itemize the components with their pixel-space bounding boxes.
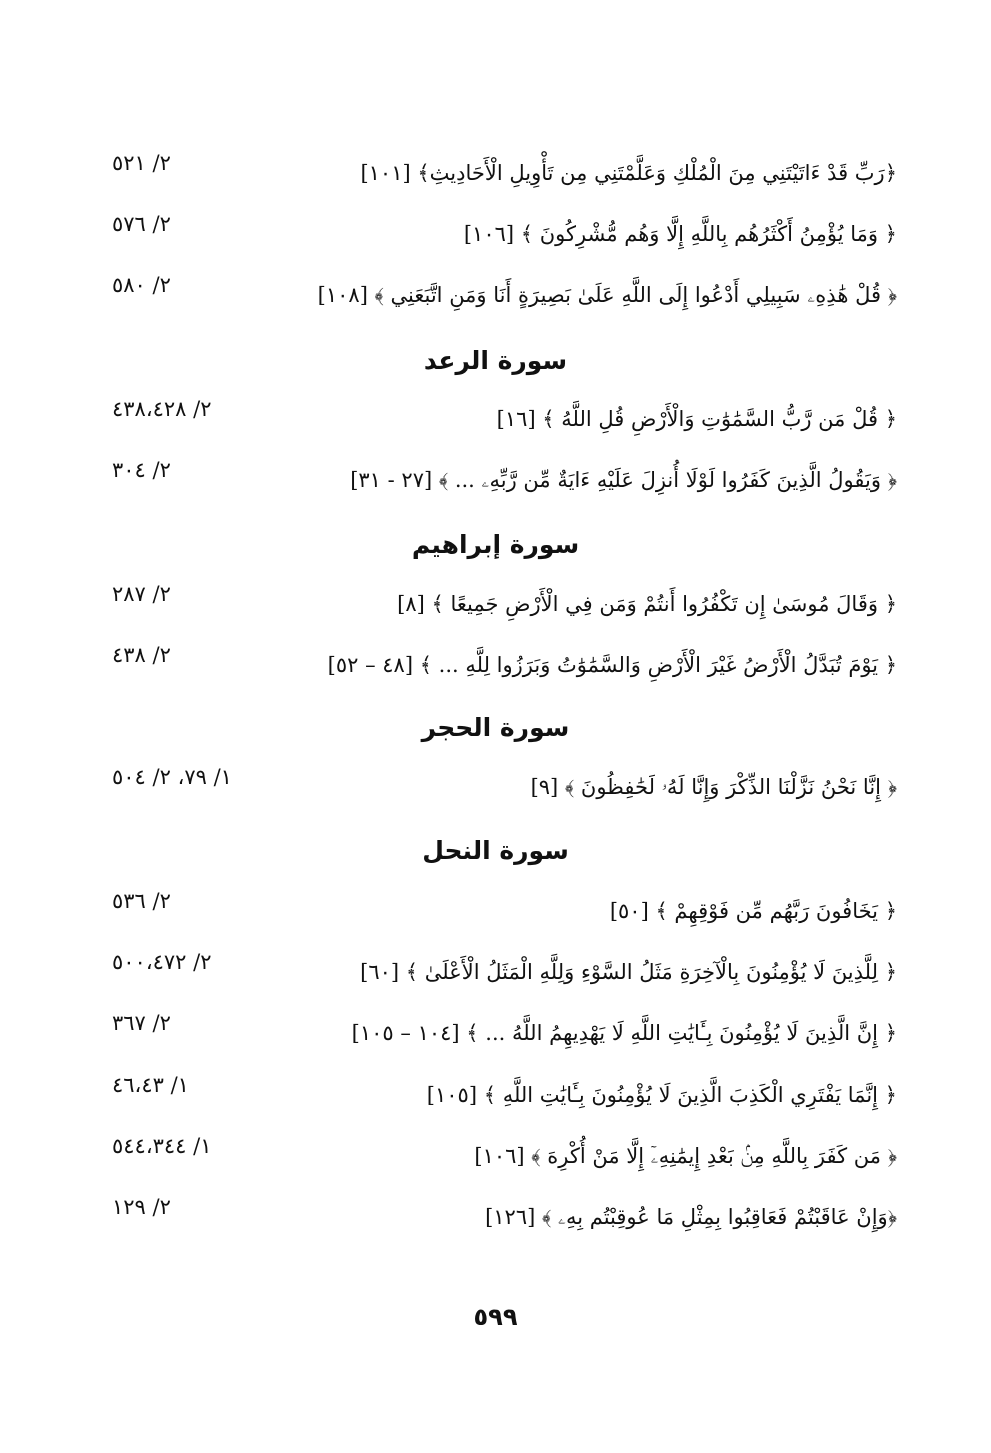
page-reference: ٢/ ٥٢١	[112, 151, 171, 175]
page-reference: ٢/ ٤٣٨	[112, 643, 171, 667]
verse-text: ﴿ وَيَقُولُ الَّذِينَ كَفَرُوا لَوْلَا أُنزِلَ عَلَيْهِ ءَايَةٌ مِّن رَّبِّهِۦ ... ﴾ [٢٧ - ٣١]	[350, 468, 897, 492]
page-number: ٥٩٩	[473, 1303, 518, 1331]
verse-text: ﴿ وَمَا يُؤْمِنُ أَكْثَرُهُم بِاللَّهِ إِلَّا وَهُم مُّشْرِكُونَ ﴾ [١٠٦]	[463, 222, 897, 246]
page-reference: ٢/ ٣٠٤	[112, 458, 171, 482]
verse-entry	[112, 212, 897, 267]
verse-text: ﴿ لِلَّذِينَ لَا يُؤْمِنُونَ بِالْآخِرَةِ مَثَلُ السَّوْءِ وَلِلَّهِ الْمَثَلُ الْأَعْلَىٰ ﴾ [٦٠]	[360, 960, 897, 984]
page-reference: ٢/ ١٢٩	[112, 1195, 171, 1219]
verse-entry	[112, 765, 897, 820]
verse-text: ﴿ يَوْمَ تُبَدَّلُ الْأَرْضُ غَيْرَ الْأَرْضِ وَالسَّمَٰوَٰتُ وَبَرَزُوا لِلَّهِ ... ﴾ [٤٨ – ٥٢]	[327, 653, 897, 677]
surah-heading: سورة النحل	[422, 836, 569, 865]
verse-entry	[112, 889, 897, 944]
surah-heading: سورة إبراهيم	[411, 530, 580, 559]
verse-entry	[112, 1134, 897, 1189]
page-reference: ٢/ ٤٣٨،٤٢٨	[112, 397, 212, 421]
verse-text: ﴿ قُلْ مَن رَّبُّ السَّمَٰوَٰتِ وَالْأَرْضِ قُلِ اللَّهُ ﴾ [١٦]	[496, 407, 897, 431]
verse-text: ﴿ إِنَّا نَحْنُ نَزَّلْنَا الذِّكْرَ وَإِنَّا لَهُۥ لَحَٰفِظُونَ ﴾ [٩]	[530, 775, 897, 799]
verse-text: ﴿ يَخَافُونَ رَبَّهُم مِّن فَوْقِهِمْ ﴾ [٥٠]	[609, 899, 897, 923]
verse-text: ﴿ وَقَالَ مُوسَىٰ إِن تَكْفُرُوا أَنتُمْ وَمَن فِي الْأَرْضِ جَمِيعًا ﴾ [٨]	[397, 592, 897, 616]
verse-entry	[112, 151, 897, 206]
verse-entry	[112, 1011, 897, 1066]
verse-entry	[112, 1073, 897, 1128]
verse-text: ﴿وَإِنْ عَاقَبْتُمْ فَعَاقِبُوا بِمِثْلِ مَا عُوقِبْتُم بِهِۦ ﴾ [١٢٦]	[485, 1205, 897, 1229]
verse-entry	[112, 950, 897, 1005]
verse-entry	[112, 643, 897, 698]
verse-text: ﴿ إِنَّ الَّذِينَ لَا يُؤْمِنُونَ بِـَٔايَٰتِ اللَّهِ لَا يَهْدِيهِمُ اللَّهُ ... ﴾ [١٠٤ – ١٠٥]	[351, 1021, 897, 1045]
verse-entry	[112, 582, 897, 637]
page-reference: ٢/ ٥٧٦	[112, 212, 171, 236]
page-reference: ٢/ ٥٨٠	[112, 273, 171, 297]
surah-heading: سورة الحجر	[421, 713, 570, 742]
verse-text: ﴿ إِنَّمَا يَفْتَرِي الْكَذِبَ الَّذِينَ لَا يُؤْمِنُونَ بِـَٔايَٰتِ اللَّهِ ﴾ [١٠٥]	[426, 1083, 897, 1107]
verse-text: ﴿رَبِّ قَدْ ءَاتَيْتَنِي مِنَ الْمُلْكِ وَعَلَّمْتَنِي مِن تَأْوِيلِ الْأَحَادِيثِ﴾ [١٠١]	[360, 161, 897, 185]
page-reference: ١/ ٥٤٤،٣٤٤	[112, 1134, 212, 1158]
page-reference: ١/ ٤٦،٤٣	[112, 1073, 189, 1097]
page-reference: ٢/ ٥٠٠،٤٧٢	[112, 950, 212, 974]
page-reference: ١/ ٧٩، ٢/ ٥٠٤	[112, 765, 232, 789]
verse-entry	[112, 397, 897, 452]
verse-text: ﴿ قُلْ هَٰذِهِۦ سَبِيلِي أَدْعُوا إِلَى اللَّهِ عَلَىٰ بَصِيرَةٍ أَنَا وَمَنِ اتَّبَعَنِي ﴾ [١٠٨]	[317, 283, 897, 307]
page-reference: ٢/ ٥٣٦	[112, 889, 171, 913]
page-reference: ٢/ ٣٦٧	[112, 1011, 171, 1035]
verse-entry	[112, 458, 897, 513]
verse-entry	[112, 273, 897, 328]
verse-entry	[112, 1195, 897, 1250]
verse-text: ﴿ مَن كَفَرَ بِاللَّهِ مِنۢ بَعْدِ إِيمَٰنِهِۦٓ إِلَّا مَنْ أُكْرِهَ ﴾ [١٠٦]	[474, 1144, 897, 1168]
surah-heading: سورة الرعد	[423, 346, 568, 375]
page-reference: ٢/ ٢٨٧	[112, 582, 171, 606]
